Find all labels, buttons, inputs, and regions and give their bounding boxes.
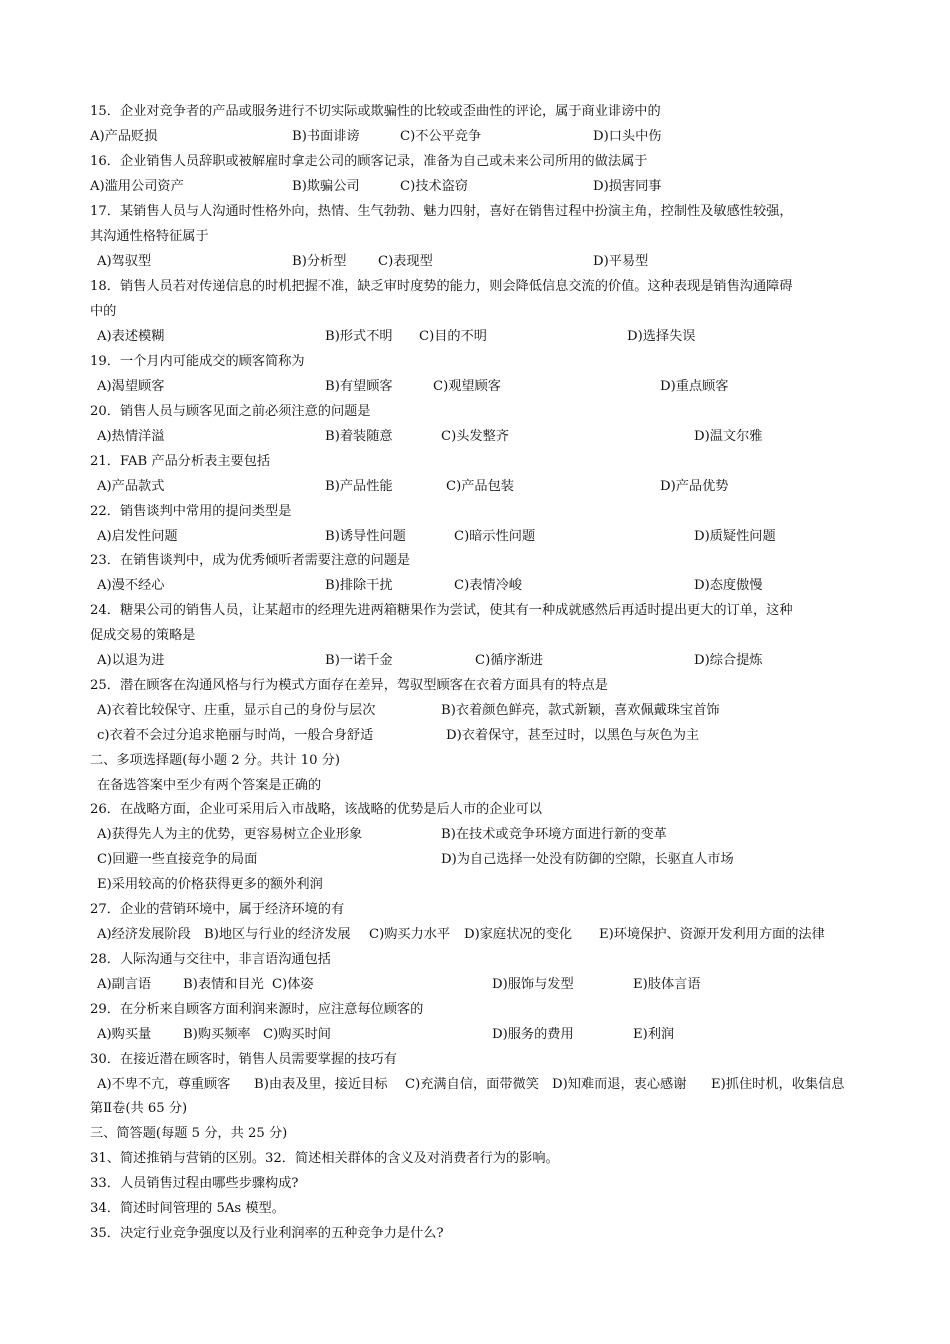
option-c: C)循序渐进 <box>475 653 543 668</box>
option-c: C)表现型 <box>378 254 433 269</box>
question-24-stem-line2: 促成交易的策略是 <box>90 628 196 643</box>
question-29-stem: 29．在分析来自顾客方面利润来源时，应注意每位顾客的 <box>90 1002 424 1017</box>
option-e: E)抓住时机，收集信息 <box>711 1077 845 1092</box>
option-b: B)衣着颜色鲜亮，款式新颖，喜欢佩戴珠宝首饰 <box>441 703 720 718</box>
option-c: C)回避一些直接竞争的局面 <box>97 852 258 867</box>
option-b: B)形式不明 <box>325 329 393 344</box>
question-21-stem: 21．FAB 产品分析表主要包括 <box>90 454 271 469</box>
option-c: C)不公平竞争 <box>400 129 482 144</box>
question-17-stem-line2: 其沟通性格特征属于 <box>90 229 209 244</box>
option-b: B)着装随意 <box>325 429 393 444</box>
option-c: C)观望顾客 <box>433 379 501 394</box>
option-c: C)体姿 <box>272 977 314 992</box>
question-18-stem-line1: 18．销售人员若对传递信息的时机把握不准，缺乏审时度势的能力，则会降低信息交流的价值。这种表现是销售沟通障碍 <box>90 279 793 294</box>
question-27-stem: 27．企业的营销环境中，属于经济环境的有 <box>90 902 345 917</box>
option-d: D)温文尔雅 <box>694 429 763 444</box>
option-b: B)有望顾客 <box>325 379 393 394</box>
question-30-stem: 30．在接近潜在顾客时，销售人员需要掌握的技巧有 <box>90 1052 397 1067</box>
option-a: A)渴望顾客 <box>97 379 165 394</box>
option-c: C)表情冷峻 <box>454 578 522 593</box>
question-24-stem-line1: 24．糖果公司的销售人员，让某超市的经理先进两箱糖果作为尝试，使其有一种成就感然后再适时提出更大的订单，这种 <box>90 603 793 618</box>
question-23-stem: 23．在销售谈判中，成为优秀倾听者需要注意的问题是 <box>90 553 411 568</box>
option-d: D)质疑性问题 <box>694 529 776 544</box>
option-a: A)滥用公司资产 <box>90 179 184 194</box>
section-2-instruction: 在备选答案中至少有两个答案是正确的 <box>97 778 322 793</box>
option-a: A)表述模糊 <box>97 329 165 344</box>
option-a: A)漫不经心 <box>97 578 165 593</box>
option-d: D)产品优势 <box>660 479 729 494</box>
question-15-stem: 15．企业对竞争者的产品或服务进行不切实际或欺骗性的比较或歪曲性的评论，属于商业诽谤中的 <box>90 104 661 119</box>
question-25-stem: 25．潜在顾客在沟通风格与行为模式方面存在差异，驾驭型顾客在衣着方面具有的特点是 <box>90 678 608 693</box>
option-b: B)地区与行业的经济发展 <box>204 927 351 942</box>
option-a: A)热情洋溢 <box>97 429 165 444</box>
option-c: C)头发整齐 <box>441 429 509 444</box>
option-d: D)态度傲慢 <box>694 578 763 593</box>
option-c: C)产品包装 <box>446 479 514 494</box>
option-a: A)启发性问题 <box>97 529 178 544</box>
option-d: D)服饰与发型 <box>492 977 574 992</box>
option-b: B)由表及里，接近目标 <box>254 1077 388 1092</box>
question-17-stem-line1: 17．某销售人员与人沟通时性格外向，热情、生气勃勃、魅力四射，喜好在销售过程中扮演主角，控制性及敏感性较强， <box>90 204 793 219</box>
option-d: D)家庭状况的变化 <box>464 927 573 942</box>
option-c: C)充满自信，面带微笑 <box>405 1077 539 1092</box>
option-b: B)产品性能 <box>325 479 393 494</box>
option-b: B)表情和目光 <box>183 977 264 992</box>
section-3-heading: 三、简答题(每题 5 分，共 25 分) <box>90 1126 288 1141</box>
option-b: B)诱导性问题 <box>325 529 406 544</box>
option-d: D)口头中伤 <box>593 129 662 144</box>
question-26-stem: 26．在战略方面，企业可采用后入市战略，该战略的优势是后人市的企业可以 <box>90 802 542 817</box>
option-e: E)利润 <box>633 1027 675 1042</box>
question-18-stem-line2: 中的 <box>90 304 117 319</box>
option-a: A)不卑不亢，尊重顾客 <box>97 1077 231 1092</box>
option-b: B)欺骗公司 <box>292 179 360 194</box>
option-a: A)购买量 <box>97 1027 152 1042</box>
short-answer-34: 34．简述时间管理的 5As 模型。 <box>90 1201 285 1216</box>
option-a: A)副言语 <box>97 977 152 992</box>
option-d: D)重点顾客 <box>660 379 729 394</box>
option-a: A)以退为进 <box>97 653 165 668</box>
option-c: C)购买力水平 <box>369 927 451 942</box>
option-c: C)目的不明 <box>419 329 487 344</box>
option-d: D)为自己选择一处没有防御的空隙，长驱直人市场 <box>441 852 734 867</box>
option-c: C)技术盗窃 <box>400 179 468 194</box>
option-d: D)衣着保守，甚至过时，以黑色与灰色为主 <box>446 728 700 743</box>
option-d: D)损害同事 <box>593 179 662 194</box>
question-22-stem: 22．销售谈判中常用的提问类型是 <box>90 504 292 519</box>
question-19-stem: 19．一个月内可能成交的顾客简称为 <box>90 354 305 369</box>
short-answer-33: 33．人员销售过程由哪些步骤构成? <box>90 1176 299 1191</box>
option-e: E)采用较高的价格获得更多的额外利润 <box>97 877 323 892</box>
option-a: A)驾驭型 <box>97 254 152 269</box>
option-c: C)暗示性问题 <box>454 529 536 544</box>
option-b: B)一诺千金 <box>325 653 393 668</box>
option-b: B)在技术或竞争环境方面进行新的变革 <box>441 827 667 842</box>
short-answer-35: 35．决定行业竞争强度以及行业利润率的五种竞争力是什么? <box>90 1226 444 1241</box>
option-b: B)书面诽谤 <box>292 129 360 144</box>
option-d: D)选择失误 <box>627 329 696 344</box>
option-c: C)购买时间 <box>263 1027 331 1042</box>
option-d: D)平易型 <box>593 254 649 269</box>
part-2-title: 第Ⅱ卷(共 65 分) <box>90 1101 188 1116</box>
question-16-stem: 16．企业销售人员辞职或被解雇时拿走公司的顾客记录，准备为自己或未来公司所用的做法属于 <box>90 154 648 169</box>
section-2-heading: 二、多项选择题(每小题 2 分。共计 10 分) <box>90 753 341 768</box>
short-answer-31-32: 31、简述推销与营销的区别。32．简述相关群体的含义及对消费者行为的影响。 <box>90 1151 559 1166</box>
option-b: B)购买频率 <box>183 1027 251 1042</box>
option-a: A)获得先人为主的优势，更容易树立企业形象 <box>97 827 363 842</box>
option-c: c)衣着不会过分追求艳丽与时尚，一般合身舒适 <box>97 728 374 743</box>
option-a: A)经济发展阶段 <box>97 927 191 942</box>
option-a: A)产品贬损 <box>90 129 158 144</box>
option-d: D)服务的费用 <box>492 1027 574 1042</box>
option-b: B)分析型 <box>292 254 347 269</box>
option-e: E)环境保护、资源开发利用方面的法律 <box>599 927 825 942</box>
option-b: B)排除干扰 <box>325 578 393 593</box>
option-a: A)衣着比较保守、庄重，显示自己的身份与层次 <box>97 703 376 718</box>
option-d: D)综合提炼 <box>694 653 763 668</box>
option-e: E)肢体言语 <box>633 977 701 992</box>
option-a: A)产品款式 <box>97 479 165 494</box>
question-20-stem: 20．销售人员与顾客见面之前必须注意的问题是 <box>90 404 371 419</box>
question-28-stem: 28．人际沟通与交往中，非言语沟通包括 <box>90 952 331 967</box>
option-d: D)知难而退，衷心感谢 <box>552 1077 687 1092</box>
